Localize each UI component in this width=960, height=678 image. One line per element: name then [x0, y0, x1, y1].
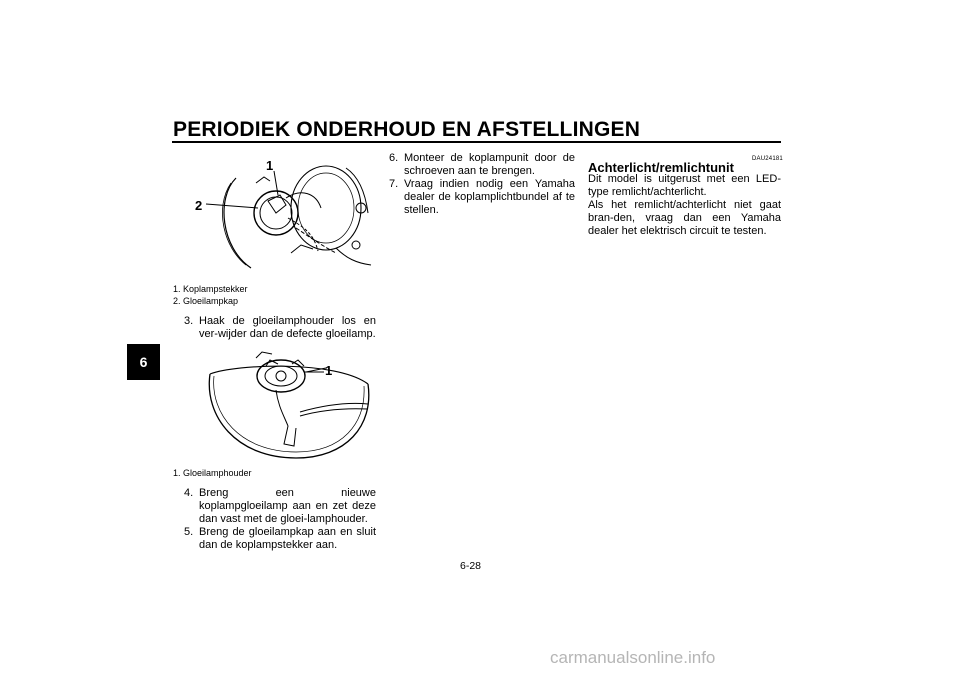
figure1-callout-2: 2 [195, 198, 203, 213]
step-5-number: 5. [184, 526, 194, 538]
page-title: PERIODIEK ONDERHOUD EN AFSTELLINGEN [173, 118, 641, 141]
step-4 [184, 487, 376, 526]
watermark: carmanualsonline.info [550, 648, 716, 667]
step-7-text: Vraag indien nodig een Yamaha dealer de koplamplichtbundel af te stellen. [404, 178, 575, 216]
page-number: 6-28 [460, 560, 482, 572]
header-rule [172, 141, 781, 143]
headlight-connector-illustration [196, 153, 376, 275]
figure1-caption-1: 1. Koplampstekker [173, 284, 248, 294]
section-code: DAU24181 [752, 156, 783, 162]
step-6 [389, 152, 575, 178]
step-7-number: 7. [389, 178, 399, 190]
chapter-tab: 6 [127, 344, 160, 380]
bulb-holder-illustration [196, 346, 376, 464]
section-paragraph-1: Dit model is uitgerust met een LED-type remlicht/achterlicht. [588, 173, 781, 198]
step-5-text: Breng de gloeilampkap aan en sluit dan de koplampstekker aan. [199, 526, 376, 551]
step-6-number: 6. [389, 152, 399, 164]
figure1-caption-2: 2. Gloeilampkap [173, 296, 239, 306]
figure2-caption-1: 1. Gloeilamphouder [173, 468, 252, 478]
step-6-text: Monteer de koplampunit door de schroeven aan te brengen. [404, 152, 575, 177]
step-4-text: Breng een nieuwe koplampgloeilamp aan en zet deze dan vast met de gloei-lamphouder. [199, 487, 376, 525]
step-3-text: Haak de gloeilamphouder los en ver-wijder dan de defecte gloeilamp. [199, 315, 376, 340]
step-5 [184, 526, 376, 552]
step-3 [184, 315, 376, 341]
figure2-callout-1: 1 [325, 363, 333, 378]
step-3-number: 3. [184, 315, 194, 327]
section-paragraph-2: Als het remlicht/achterlicht niet gaat bran-den, vraag dan een Yamaha dealer het elektrisch circuit te testen. [588, 199, 781, 237]
step-7 [389, 178, 575, 217]
figure1-callout-1: 1 [266, 158, 274, 173]
step-4-number: 4. [184, 487, 194, 499]
section-heading: Achterlicht/remlichtunit [588, 160, 734, 175]
